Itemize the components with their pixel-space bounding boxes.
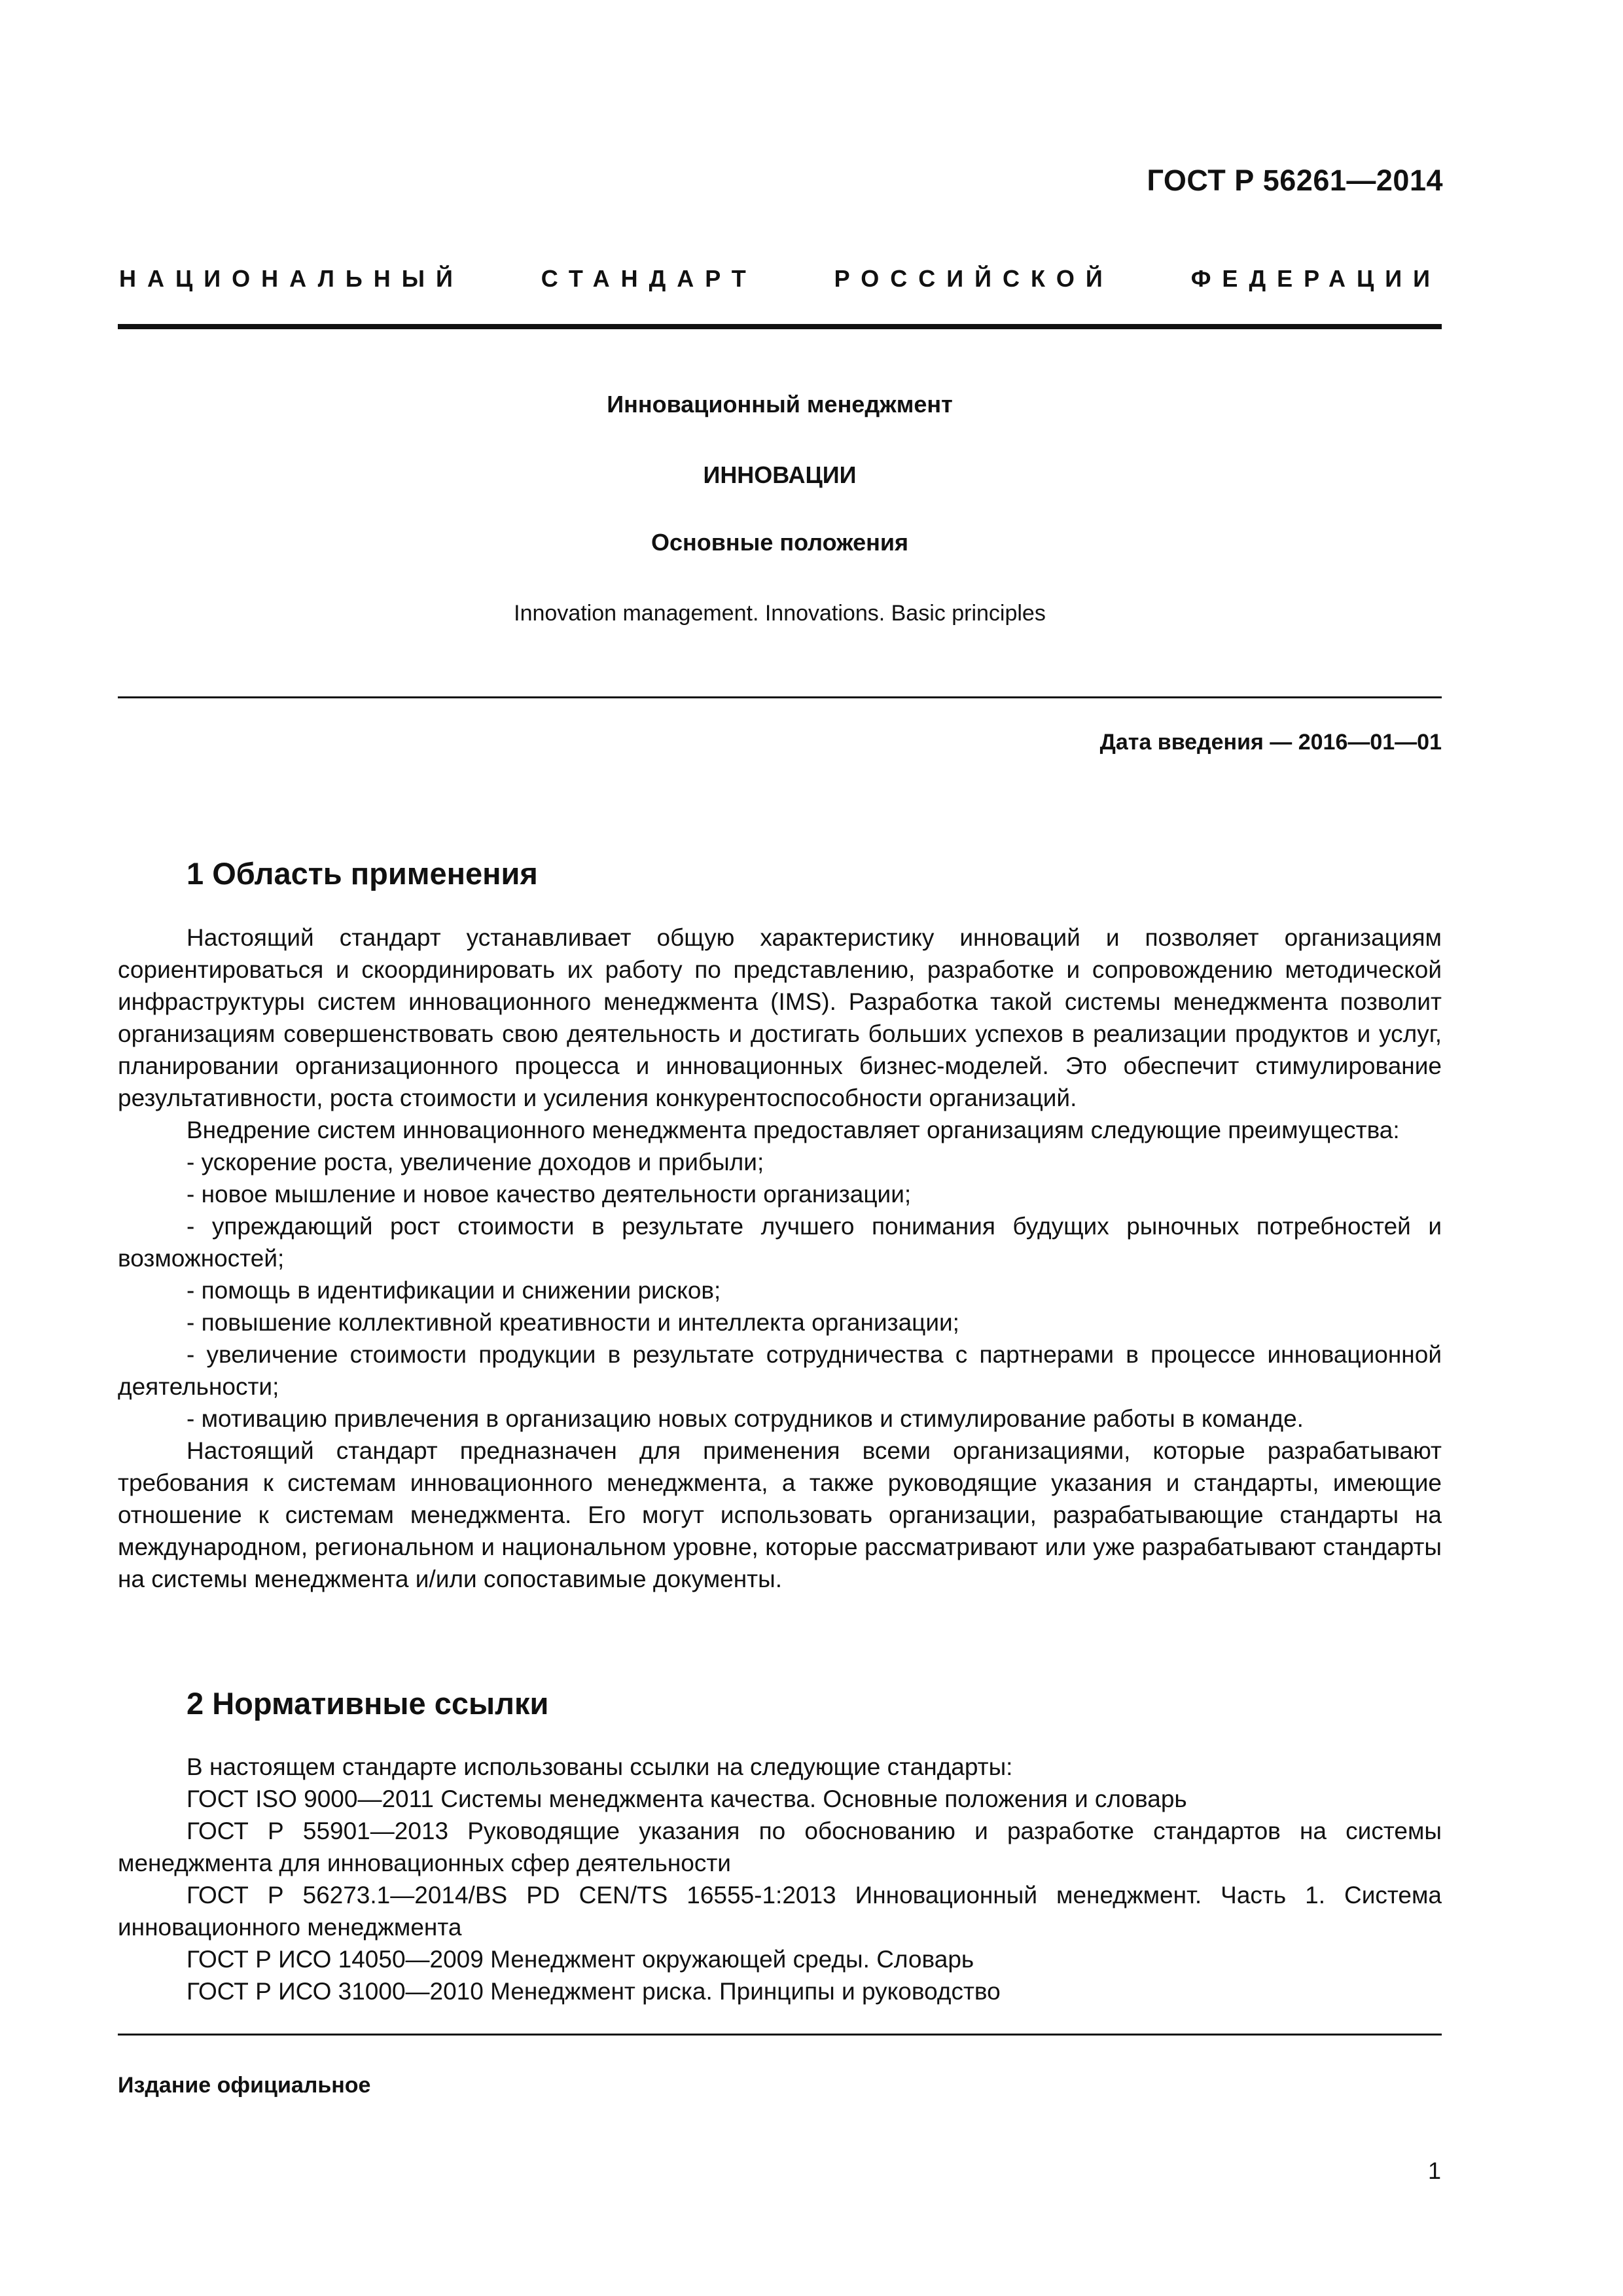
header-divider [118, 324, 1442, 329]
page-number: 1 [1427, 2157, 1441, 2184]
footer-divider [118, 2034, 1442, 2036]
list-item: - мотивацию привлечения в организацию новых сотрудников и стимулирование работы в команде. [187, 1405, 1304, 1432]
section-2-heading: 2 Нормативные ссылки [187, 1686, 549, 1721]
list-item: - упреждающий рост стоимости в результате лучшего понимания будущих рыночных потребностей и возможностей; [118, 1213, 1442, 1272]
introduction-date: Дата введения — 2016—01—01 [1099, 730, 1442, 755]
normative-reference: ГОСТ Р ИСО 14050—2009 Менеджмент окружающей среды. Словарь [187, 1946, 974, 1973]
english-title: Innovation management. Innovations. Basic principles [514, 601, 1046, 626]
list-item: - новое мышление и новое качество деятельности организации; [187, 1181, 912, 1208]
official-edition-label: Издание официальное [118, 2073, 371, 2098]
section-1-heading: 1 Область применения [187, 856, 538, 891]
national-standard-title: НАЦИОНАЛЬНЫЙ СТАНДАРТ РОССИЙСКОЙ ФЕДЕРАЦИИ [119, 265, 1441, 292]
list-item: - увеличение стоимости продукции в результате сотрудничества с партнерами в процессе инновационной деятельности; [118, 1341, 1442, 1400]
section-1-paragraph-3: Настоящий стандарт предназначен для применения всеми организациями, которые разрабатывают требования к системам инновационного менеджмента, а также руководящие указания и стандарты, имеющие отношение к системам менеджмента. Его могут использовать организации, разрабатывающие стандарты на международном, региональном и национальном уровне, которые рассматривают или уже разрабатывают стандарты на системы менеджмента и/или сопоставимые документы. [118, 1437, 1442, 1592]
section-1-paragraph-2: Внедрение систем инновационного менеджмента предоставляет организациям следующие преимущества: [187, 1117, 1400, 1143]
normative-reference: ГОСТ ISO 9000—2011 Системы менеджмента качества. Основные положения и словарь [187, 1785, 1187, 1812]
section-1-body [118, 922, 1442, 1595]
section-2-body [118, 1751, 1442, 2007]
document-code: ГОСТ Р 56261—2014 [1147, 164, 1443, 197]
title-line-1: Инновационный менеджмент [607, 391, 953, 418]
normative-reference: ГОСТ Р ИСО 31000—2010 Менеджмент риска. Принципы и руководство [187, 1978, 1001, 2005]
normative-reference: ГОСТ Р 56273.1—2014/BS PD CEN/TS 16555-1:2013 Инновационный менеджмент. Часть 1. Система инновационного менеджмента [118, 1882, 1442, 1941]
normative-reference: ГОСТ Р 55901—2013 Руководящие указания по обоснованию и разработке стандартов на системы менеджмента для инновационных сфер деятельности [118, 1818, 1442, 1876]
section-2-intro: В настоящем стандарте использованы ссылки на следующие стандарты: [187, 1753, 1013, 1780]
title-line-3: Основные положения [651, 529, 909, 556]
list-item: - повышение коллективной креативности и интеллекта организации; [187, 1309, 959, 1336]
list-item: - помощь в идентификации и снижении рисков; [187, 1277, 721, 1304]
list-item: - ускорение роста, увеличение доходов и прибыли; [187, 1149, 764, 1175]
section-1-paragraph-1: Настоящий стандарт устанавливает общую характеристику инноваций и позволяет организациям сориентироваться и скоординировать их работу по представлению, разработке и сопровождению методической инфраструктуры систем инновационного менеджмента (IMS). Разработка такой системы менеджмента позволит организациям совершенствовать свою деятельность и достигать больших успехов в реализации продуктов и услуг, планировании организационного процесса и инновационных бизнес-моделей. Это обеспечит стимулирование результативности, роста стоимости и усиления конкурентоспособности организаций. [118, 924, 1442, 1111]
title-divider [118, 696, 1442, 698]
title-line-2: ИННОВАЦИИ [703, 461, 857, 488]
